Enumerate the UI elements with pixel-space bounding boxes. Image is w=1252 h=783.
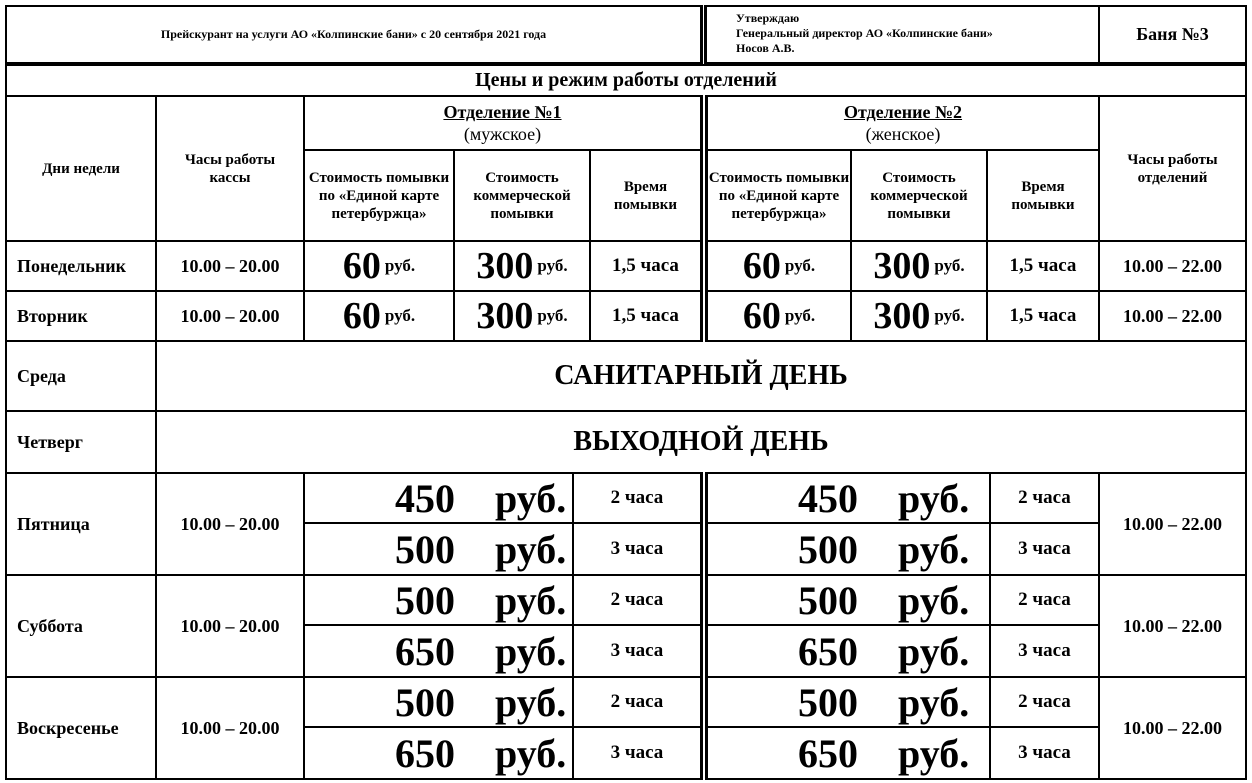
saturday-d2-tier1-price [706,574,991,626]
price-list-title [5,5,702,64]
monday-label: Понедельник [17,255,126,276]
currency-label: руб. [537,306,568,325]
dept2-col-card [706,149,852,242]
tuesday-d1-time-text: 1,5 часа [612,305,679,326]
currency-label: руб. [495,526,567,572]
bath-number-text: Баня №3 [1136,24,1209,44]
friday-d2-tier1-time-text: 2 часа [1018,487,1071,508]
sunday-d1-tier2-time-text: 3 часа [610,742,664,763]
friday-d1-tier1-time-text: 2 часа [610,487,664,508]
friday-d2-tier1-value: 450 [798,475,858,521]
row-monday-d2-commercial [850,240,988,292]
dept2-col-commercial [850,149,988,242]
currency-label: руб. [934,306,965,325]
monday-d1-time-text: 1,5 часа [612,255,679,276]
currency-label: руб. [495,679,567,725]
currency-label: руб. [384,306,416,325]
currency-label: руб. [784,256,816,275]
dept1-name: Отделение №1 [443,102,562,122]
row-friday-cashier [155,472,305,576]
currency-label: руб. [934,256,965,275]
saturday-d1-tier2-price [303,624,574,678]
saturday-d2-tier1-time-text: 2 часа [1018,589,1071,610]
dept2-col-time [986,149,1100,242]
price-list-text: Прейскурант на услуги АО «Колпинские бани» с 20 сентября 2021 года [160,27,547,41]
monday-d2-card-value: 60 [742,245,781,287]
col-cashier-hours-text: Часы работы кассы [184,151,276,186]
dept2-name: Отделение №2 [843,102,963,122]
tuesday-d2-commercial-value: 300 [873,295,931,337]
tuesday-d1-commercial-value: 300 [476,295,534,337]
row-monday-d2-time [986,240,1100,292]
row-sunday-day [5,676,157,780]
approve-line-1: Утверждаю [736,11,800,25]
row-saturday-dept-hours [1098,574,1247,678]
friday-d1-tier1-time [572,472,702,524]
tuesday-label: Вторник [17,305,88,326]
wednesday-label: Среда [17,365,66,386]
row-tuesday-d1-commercial [453,290,591,342]
col-dept-hours [1098,95,1247,242]
row-monday-d1-time [589,240,702,292]
row-friday-dept-hours [1098,472,1247,576]
sunday-d2-tier2-price [706,726,991,780]
thursday-note-text: ВЫХОДНОЙ ДЕНЬ [573,426,829,457]
row-tuesday-dept-hours [1098,290,1247,342]
monday-dept-hours-text: 10.00 – 22.00 [1123,255,1222,276]
saturday-d2-tier1-time [989,574,1100,626]
currency-label: руб. [898,526,970,572]
monday-d1-card-value: 60 [342,245,381,287]
currency-label: руб. [495,628,567,674]
dept2-col-commercial-text: Стоимость коммерческой помывки [870,169,968,222]
currency-label: руб. [898,475,970,521]
saturday-label: Суббота [17,615,83,636]
sunday-d1-tier1-price [303,676,574,728]
sunday-d2-tier1-time-text: 2 часа [1018,691,1071,712]
dept1-type: (мужское) [463,124,542,144]
saturday-d1-tier1-time [572,574,702,626]
friday-d1-tier2-price [303,522,574,576]
approve-line-2: Генеральный директор АО «Колпинские бани» [736,26,993,40]
row-thursday-note [155,410,1247,474]
saturday-d2-tier1-value: 500 [798,577,858,623]
row-monday-d1-commercial [453,240,591,292]
saturday-d1-tier2-value: 650 [395,628,455,674]
friday-dept-hours-text: 10.00 – 22.00 [1123,513,1222,534]
sunday-d2-tier1-value: 500 [798,679,858,725]
dept1-col-commercial [453,149,591,242]
sunday-label: Воскресенье [17,717,119,738]
friday-d2-tier2-time-text: 3 часа [1018,538,1071,559]
friday-d1-tier1-value: 450 [395,475,455,521]
row-sunday-cashier [155,676,305,780]
friday-d1-tier2-time-text: 3 часа [610,538,664,559]
saturday-d2-tier2-value: 650 [798,628,858,674]
row-tuesday-d1-time [589,290,702,342]
friday-d1-tier1-price [303,472,574,524]
friday-d1-tier2-value: 500 [395,526,455,572]
sunday-d2-tier1-time [989,676,1100,728]
sunday-d2-tier1-price [706,676,991,728]
dept-double-divider-bottom [701,472,707,780]
saturday-cashier-text: 10.00 – 20.00 [180,615,280,636]
currency-label: руб. [898,577,970,623]
currency-label: руб. [537,256,568,275]
table-title-text: Цены и режим работы отделений [475,69,777,91]
sunday-d1-tier2-price [303,726,574,780]
sunday-d2-tier2-value: 650 [798,730,858,776]
sunday-d1-tier1-value: 500 [395,679,455,725]
col-dept-hours-text: Часы работы отделений [1127,151,1218,186]
tuesday-cashier-text: 10.00 – 20.00 [180,305,280,326]
friday-label: Пятница [17,513,90,534]
tuesday-dept-hours-text: 10.00 – 22.00 [1123,305,1222,326]
approve-line-3: Носов А.В. [736,41,795,55]
monday-d1-commercial-value: 300 [476,245,534,287]
row-monday-cashier [155,240,305,292]
monday-d2-time-text: 1,5 часа [1009,255,1077,276]
sunday-dept-hours-text: 10.00 – 22.00 [1123,717,1222,738]
sunday-d2-tier2-time [989,726,1100,780]
friday-d1-tier2-time [572,522,702,576]
friday-d2-tier2-time [989,522,1100,576]
currency-label: руб. [495,730,567,776]
saturday-d1-tier1-value: 500 [395,577,455,623]
row-monday-dept-hours [1098,240,1247,292]
tuesday-d2-time-text: 1,5 часа [1009,305,1077,326]
row-monday-d2-card [706,240,852,292]
sunday-d1-tier2-time [572,726,702,780]
currency-label: руб. [898,679,970,725]
monday-cashier-text: 10.00 – 20.00 [180,255,280,276]
tuesday-d2-card-value: 60 [742,295,781,337]
row-tuesday-cashier [155,290,305,342]
sunday-d1-tier1-time [572,676,702,728]
currency-label: руб. [898,628,970,674]
saturday-d1-tier2-time-text: 3 часа [610,640,664,661]
row-saturday-day [5,574,157,678]
row-monday-d1-card [303,240,455,292]
row-tuesday-d2-card [706,290,852,342]
row-thursday-day [5,410,157,474]
dept1-header [303,95,702,151]
saturday-d1-tier1-time-text: 2 часа [610,589,664,610]
saturday-d2-tier2-price [706,624,991,678]
row-sunday-dept-hours [1098,676,1247,780]
dept2-header [706,95,1100,151]
dept-double-divider-top [701,95,707,342]
wednesday-note-text: САНИТАРНЫЙ ДЕНЬ [554,360,848,391]
col-days [5,95,157,242]
tuesday-d1-card-value: 60 [342,295,381,337]
row-tuesday-d2-time [986,290,1100,342]
friday-cashier-text: 10.00 – 20.00 [180,513,280,534]
row-friday-day [5,472,157,576]
dept1-col-time [589,149,702,242]
header-double-divider [701,5,707,64]
dept2-col-time-text: Время помывки [1011,178,1075,213]
row-saturday-cashier [155,574,305,678]
approval-block [704,5,1100,64]
currency-label: руб. [495,475,567,521]
saturday-d2-tier2-time-text: 3 часа [1018,640,1071,661]
dept1-col-time-text: Время помывки [613,178,678,213]
bath-number [1098,5,1247,64]
saturday-d1-tier1-price [303,574,574,626]
monday-d2-commercial-value: 300 [873,245,931,287]
dept1-col-commercial-text: Стоимость коммерческой помывки [473,169,571,222]
dept2-col-card-text: Стоимость помывки по «Единой карте петербуржца» [708,169,850,222]
currency-label: руб. [384,256,416,275]
sunday-d2-tier2-time-text: 3 часа [1018,742,1071,763]
friday-d2-tier1-time [989,472,1100,524]
currency-label: руб. [495,577,567,623]
thursday-label: Четверг [17,431,83,452]
currency-label: руб. [784,306,816,325]
row-tuesday-day [5,290,157,342]
row-monday-day [5,240,157,292]
row-wednesday-day [5,340,157,412]
currency-label: руб. [898,730,970,776]
saturday-d2-tier2-time [989,624,1100,678]
row-wednesday-note [155,340,1247,412]
row-tuesday-d2-commercial [850,290,988,342]
saturday-d1-tier2-time [572,624,702,678]
friday-d2-tier1-price [706,472,991,524]
sunday-cashier-text: 10.00 – 20.00 [180,717,280,738]
dept1-col-card [303,149,455,242]
col-days-text: Дни недели [42,160,120,177]
row-tuesday-d1-card [303,290,455,342]
friday-d2-tier2-value: 500 [798,526,858,572]
saturday-dept-hours-text: 10.00 – 22.00 [1123,615,1222,636]
col-cashier-hours [155,95,305,242]
table-title [5,64,1247,97]
dept2-type: (женское) [865,124,941,144]
sunday-d1-tier2-value: 650 [395,730,455,776]
sunday-d1-tier1-time-text: 2 часа [610,691,664,712]
dept1-col-card-text: Стоимость помывки по «Единой карте петербуржца» [308,169,450,222]
friday-d2-tier2-price [706,522,991,576]
